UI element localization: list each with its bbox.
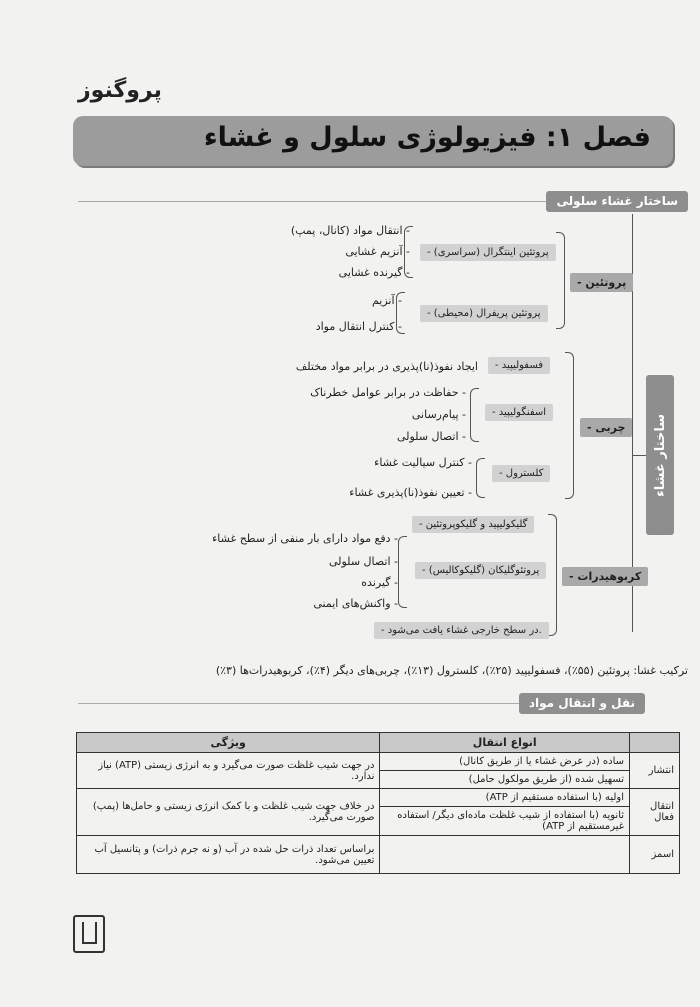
chapter-title: فصل ۱: فیزیولوژی سلول و غشاء [203, 122, 651, 153]
sphingolipid-item-3: - اتصال سلولی [396, 430, 466, 443]
category-lipid: - چربی [580, 418, 632, 437]
table-row [77, 836, 680, 874]
table-header-feature: ویژگی [77, 733, 380, 753]
peripheral-item-1: - آنزیم [371, 294, 402, 307]
vertical-label-text: ساختار غشاء [652, 413, 668, 497]
integral-item-3: - گیرنده غشایی [338, 266, 410, 279]
row-type: ثانویه (با استفاده از شیب غلظت ماده‌ای دیگر/ استفاده غیرمستقیم از ATP) [380, 807, 630, 836]
lipid-brace [565, 352, 574, 499]
category-carbohydrate: - کربوهیدرات [562, 567, 648, 586]
brand-logo: پروگنوز [78, 78, 162, 103]
row-type-empty [380, 836, 630, 874]
carb-note: - در سطح خارجی غشاء یافت می‌شود. [374, 622, 549, 639]
transport-table [76, 732, 680, 874]
vertical-label [646, 375, 674, 535]
section-label-transport: نقل و انتقال مواد [519, 693, 645, 714]
row-name: انتقال فعال [630, 789, 680, 836]
composition-text: ترکیب غشا: پروتئین (۵۵٪)، فسفولیپید (۲۵٪)، کلسترول (۱۳٪)، چربی‌های دیگر (۴٪)، کربوهیدرات‌ها (۳٪) [215, 664, 688, 677]
table-row [77, 789, 680, 807]
row-feature: در خلاف جهت شیب غلظت و با کمک انرژی زیستی و حامل‌ها (پمپ) صورت می‌گیرد. [77, 789, 380, 836]
protein-peripheral: - پروتئین پریفرال (محیطی) [420, 305, 548, 322]
section-rule [78, 201, 598, 202]
phospholipid-item: ایجاد نفوذ(نا)پذیری در برابر مواد مختلف [295, 360, 478, 373]
sphingolipid-item-1: - حفاظت در برابر عوامل خطرناک [310, 386, 466, 399]
peripheral-item-2: - کنترل انتقال مواد [315, 320, 402, 333]
lipid-sphingolipid: - اسفنگولیپید [485, 404, 553, 421]
row-feature: در جهت شیب غلظت صورت می‌گیرد و به انرژی زیستی (ATP) نیاز ندارد. [77, 753, 380, 789]
carb-glyco: - گلیکولیپید و گلیکوپروتئین [412, 516, 534, 533]
table-header-types: انواع انتقال [380, 733, 630, 753]
sphingolipid-item-2: - پیام‌رسانی [411, 408, 466, 421]
cholesterol-item-2: - تعیین نفوذ(نا)پذیری غشاء [349, 486, 472, 499]
table-row [77, 753, 680, 771]
row-name: انتشار [630, 753, 680, 789]
section-label-membrane-structure: ساختار غشاء سلولی [546, 191, 688, 212]
category-protein: - پروتئین [570, 273, 633, 292]
lipid-phospholipid: - فسفولیپید [488, 357, 550, 374]
sphingolipid-brace [470, 388, 479, 442]
row-name: اسمز [630, 836, 680, 874]
row-type: اولیه (با استفاده مستقیم از ATP) [380, 789, 630, 807]
carb-item-4: - واکنش‌های ایمنی [313, 597, 398, 610]
cholesterol-brace [476, 458, 485, 498]
integral-item-2: - آنزیم غشایی [345, 245, 410, 258]
row-type: ساده (در عرض غشاء یا از طریق کانال) [380, 753, 630, 771]
carb-item-2: - اتصال سلولی [328, 555, 398, 568]
row-type: تسهیل شده (از طریق مولکول حامل) [380, 771, 630, 789]
integral-item-1: - انتقال مواد (کانال، پمپ) [290, 224, 410, 237]
protein-integral: - پروتئین اینتگرال (سراسری) [420, 244, 556, 261]
carb-item-1: - دفع مواد دارای بار منفی از سطح غشاء [212, 532, 398, 545]
carb-brace [548, 514, 557, 636]
cholesterol-item-1: - کنترل سیالیت غشاء [374, 456, 472, 469]
carb-item-3: - گیرنده [361, 576, 398, 589]
lipid-cholesterol: - کلسترول [492, 465, 550, 482]
protein-brace [556, 232, 565, 329]
page-icon [73, 915, 105, 953]
table-header-empty [630, 733, 680, 753]
chapter-title-banner [73, 116, 673, 166]
main-bracket-tick [632, 455, 646, 456]
carb-proteoglycan: - پروتئوگلیکان (گلیکوکالیس) [415, 562, 546, 579]
row-feature: براساس تعداد ذرات حل شده در آب (و نه جرم ذرات) و پتانسیل آب تعیین می‌شود. [77, 836, 380, 874]
proteoglycan-brace [398, 536, 407, 608]
